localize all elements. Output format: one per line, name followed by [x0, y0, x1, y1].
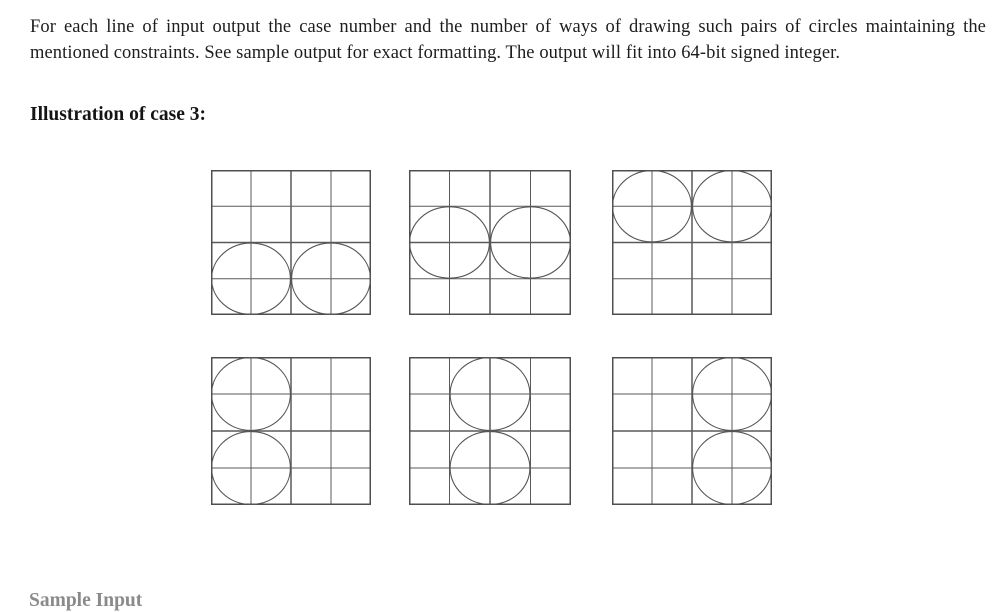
grid-figure-horizontal-pair-top	[612, 170, 772, 315]
grid-svg-vertical-pair-left	[211, 357, 371, 505]
grid-svg-horizontal-pair-bottom	[211, 170, 371, 315]
grid-figure-vertical-pair-right	[612, 357, 772, 505]
output-description-paragraph: For each line of input output the case number and the number of ways of drawing such pairs of circles maintaining the mentioned constraints. See sample output for exact formatting. The output will fit into 64-bit signed integer.	[30, 16, 986, 63]
clipped-next-section	[29, 589, 249, 611]
grid-svg-horizontal-pair-top	[612, 170, 772, 315]
illustration-heading: Illustration of case 3:	[30, 103, 207, 125]
clipped-next-section-heading: Sample Input	[29, 590, 143, 611]
grid-svg-vertical-pair-right	[612, 357, 772, 505]
grid-svg-vertical-pair-center	[409, 357, 571, 505]
grid-figure-vertical-pair-center	[409, 357, 571, 505]
grid-figure-horizontal-pair-bottom	[211, 170, 371, 315]
grid-figure-vertical-pair-left	[211, 357, 371, 505]
grid-figure-horizontal-pair-middle	[409, 170, 571, 315]
grid-svg-horizontal-pair-middle	[409, 170, 571, 315]
